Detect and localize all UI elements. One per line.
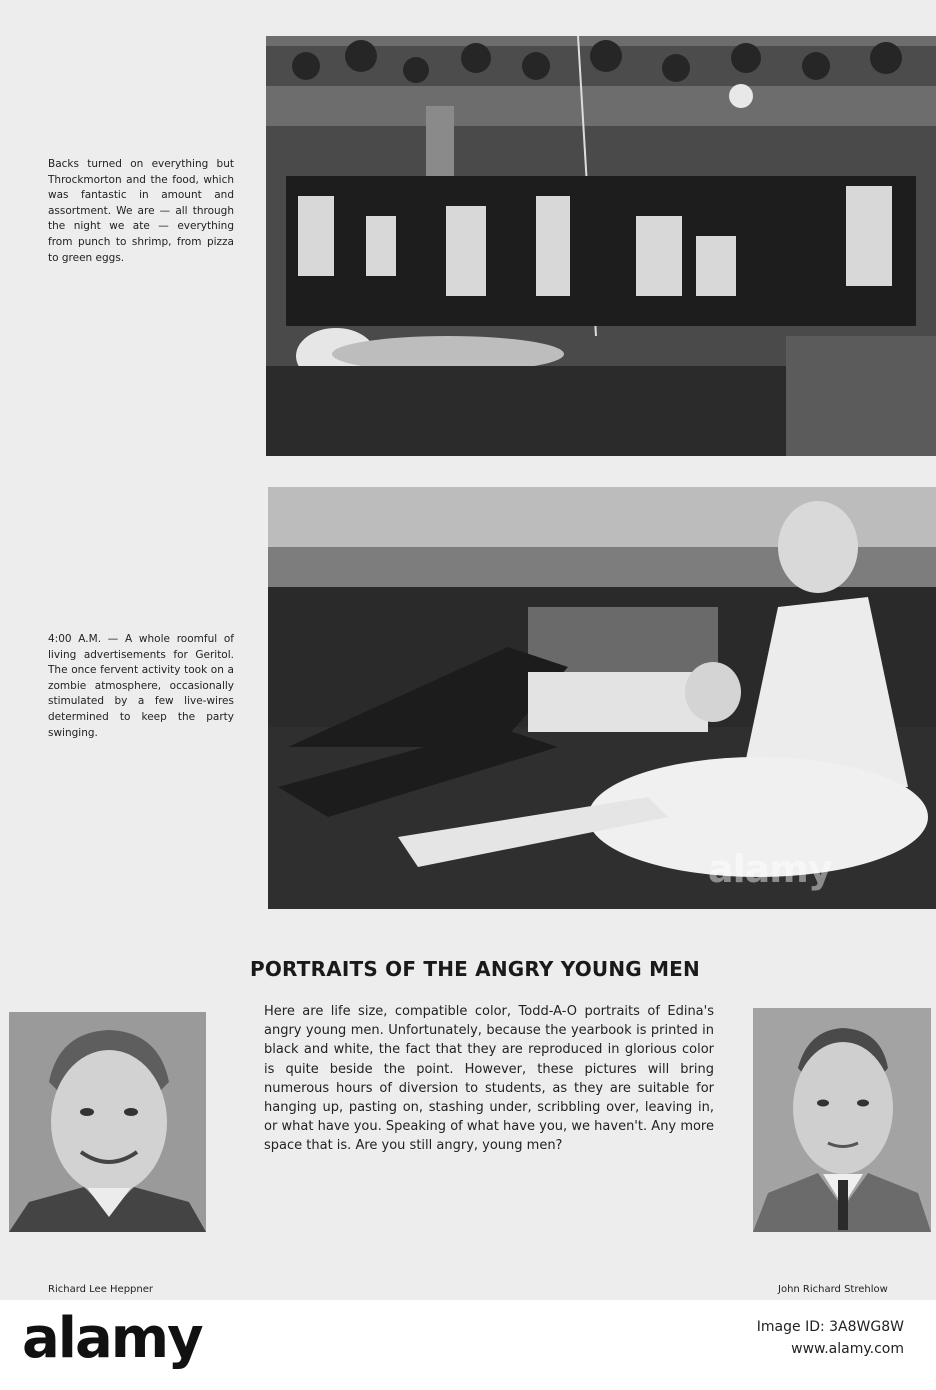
caption-4am: 4:00 A.M. — A whole roomful of living advertisements for Geritol. The once fervent activity took on a zombie atmosphere, occasionally stimulated by a few live-wires determined to keep the party swinging. [48,633,234,739]
portrait-right-name: John Richard Strehlow [778,1284,888,1295]
alamy-logo: alamy [22,1306,202,1371]
party-crowd-photo [266,36,936,456]
image-id: Image ID: 3A8WG8W [756,1319,904,1335]
image-id-block [757,1316,904,1360]
section-body: Here are life size, compatible color, Todd-A-O portraits of Edina's angry young men. Unfortunately, because the yearbook is printed in black and white, the fact that they are reproduced in glorious color is quite beside the point. However, these pictures will bring numerous hours of diversion to students, as they are suitable for hanging up, pasting on, stashing under, scribbling over, leaving in, or what have you. Speaking of what have you, we haven't. Any more space that is. Are you still angry, young men? [264,1004,714,1154]
site-url: www.alamy.com [791,1341,904,1357]
tired-partygoers-photo [268,487,936,909]
section-title: PORTRAITS OF THE ANGRY YOUNG MEN [250,957,700,981]
caption-food: Backs turned on everything but Throckmorton and the food, which was fantastic in amount and assortment. We are — all through the night we ate — everything from punch to shrimp, from pizza to green eggs. [48,158,234,264]
alamy-watermark: alamy [708,847,832,891]
portrait-right [753,1008,931,1232]
portrait-left-name: Richard Lee Heppner [48,1284,153,1295]
portrait-left [9,1012,206,1232]
